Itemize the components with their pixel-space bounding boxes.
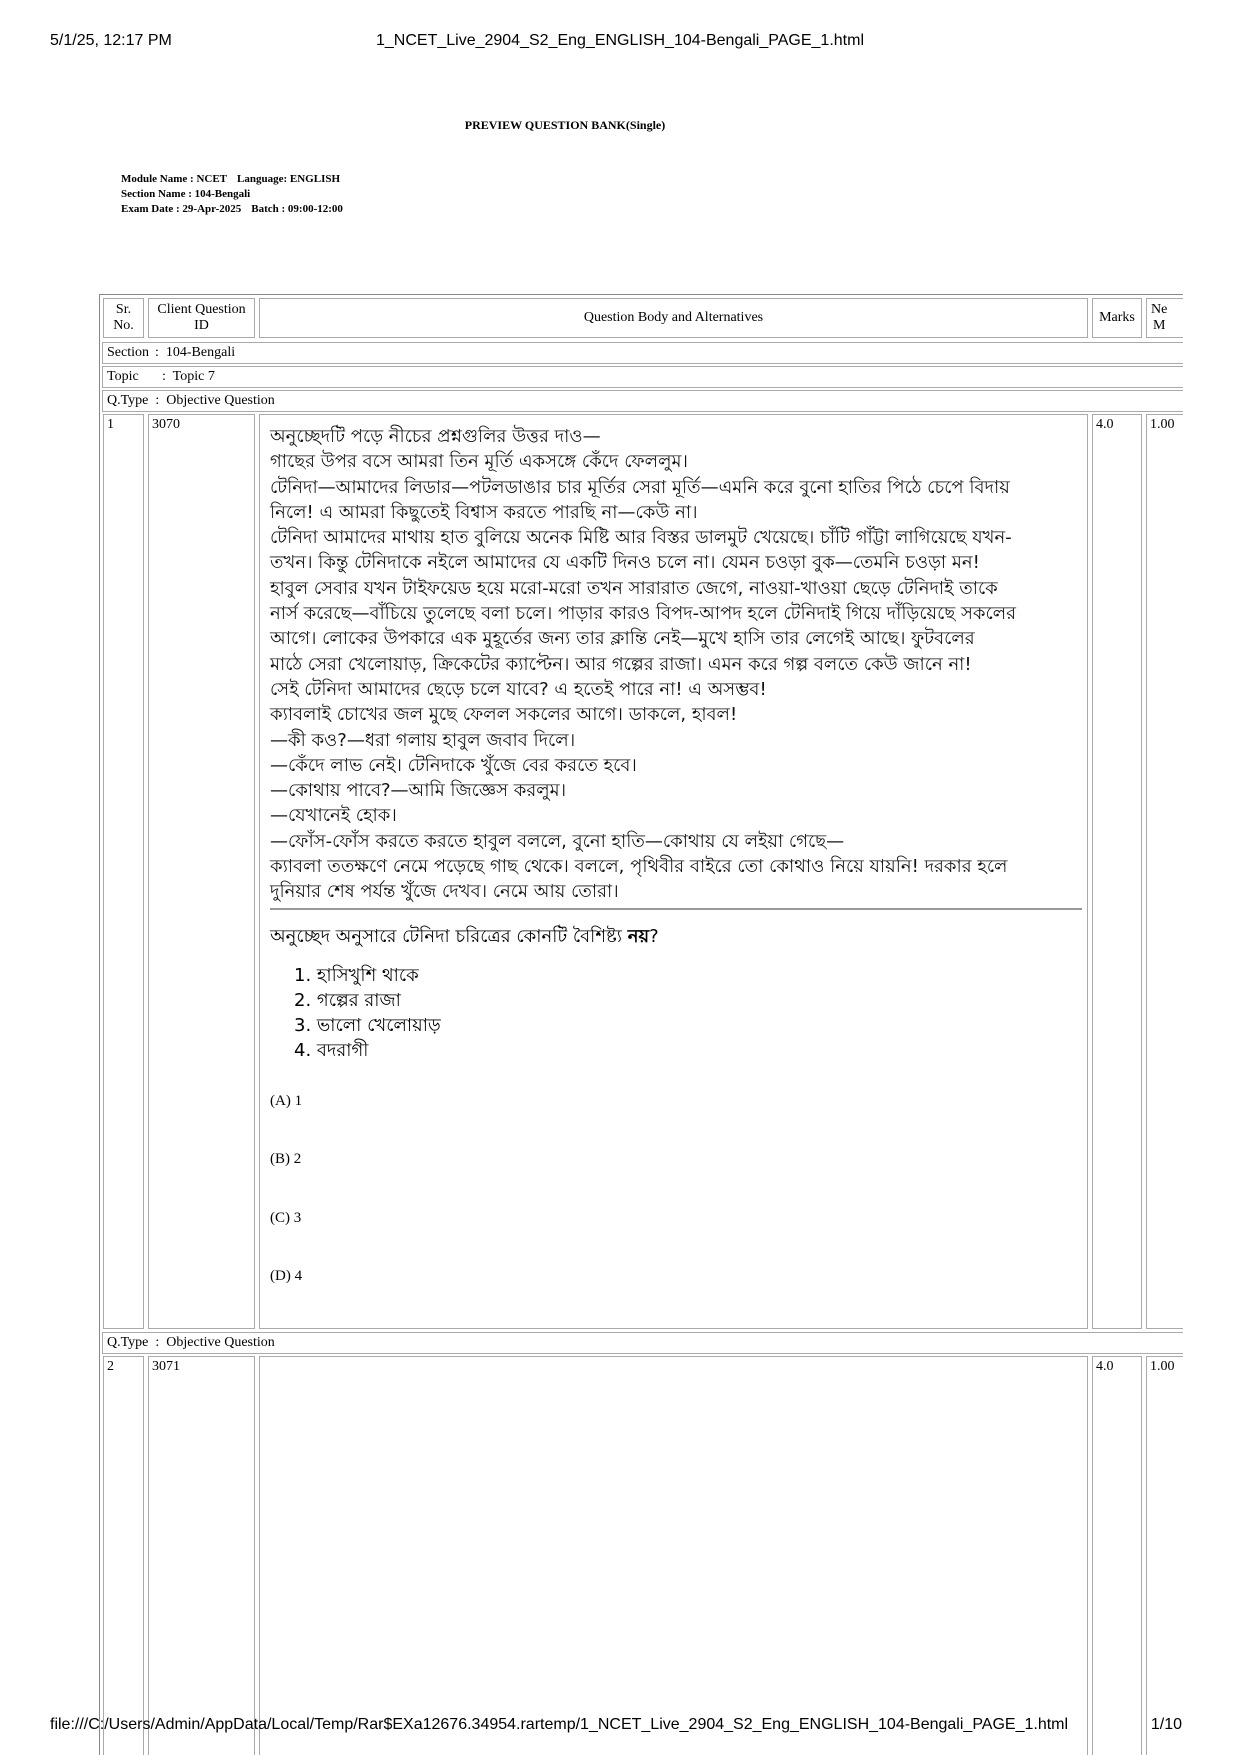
- q1-option-b: (B) 2: [270, 1151, 302, 1167]
- print-datetime: 5/1/25, 12:17 PM: [50, 32, 172, 49]
- batch: Batch : 09:00-12:00: [251, 203, 343, 215]
- q2-sr-no: 2: [103, 1356, 144, 1755]
- passage-line: —যেখানেই হোক।: [270, 805, 397, 827]
- q1-client-id: 3070: [148, 414, 255, 1329]
- passage-line: গাছের উপর বসে আমরা তিন মূর্তি একসঙ্গে কেঁদে ফেললুম।: [270, 451, 688, 473]
- q1-passage: [270, 424, 1090, 905]
- statement-item: 4. বদরাগী: [294, 1040, 369, 1061]
- header-client-question-id: Client Question ID: [148, 298, 255, 338]
- passage-line: অনুচ্ছেদটি পড়ে নীচের প্রশ্নগুলির উত্তর দাও—: [270, 426, 601, 447]
- passage-line: ক্যাবলা ততক্ষণে নেমে পড়েছে গাছ থেকে। বললে, পৃথিবীর বাইরে তো কোথাও নিয়ে যায়নি! দরকার হলে: [270, 856, 1008, 878]
- q1-option-d: (D) 4: [270, 1268, 303, 1284]
- q1-option-c: (C) 3: [270, 1210, 302, 1226]
- passage-line: —ফোঁস-ফোঁস করতে করতে হাবুল বললে, বুনো হাতি—কোথায় যে লইয়া গেছে—: [270, 830, 845, 852]
- header-negative-marks: Ne M: [1146, 298, 1183, 338]
- passage-line: মাঠে সেরা খেলোয়াড়, ক্রিকেটের ক্যাপ্টেন। আর গল্পের রাজা। এমন করে গল্প বলতে কেউ জানে না!: [270, 653, 972, 675]
- passage-line: আগে। লোকের উপকারে এক মুহূর্তের জন্য তার ক্লান্তি নেই—মুখে হাসি তার লেগেই আছে। ফুটবলের: [270, 628, 975, 650]
- q1-option-a: (A) 1: [270, 1093, 303, 1109]
- page-title: PREVIEW QUESTION BANK(Single): [464, 118, 666, 132]
- statement-item: 1. হাসিখুশি থাকে: [294, 965, 419, 986]
- passage-line: —কী কও?—ধরা গলায় হাবুল জবাব দিলে।: [270, 729, 576, 751]
- statement-item: 2. গল্পের রাজা: [294, 990, 401, 1011]
- passage-line: নার্স করেছে—বাঁচিয়ে তুলেছে বলা চলে। পাড়ার কারও বিপদ-আপদ হলে টেনিদাই গিয়ে দাঁড়িয়েছে সকলের: [270, 603, 1017, 625]
- print-file-title: 1_NCET_Live_2904_S2_Eng_ENGLISH_104-Bengali_PAGE_1.html: [375, 32, 864, 49]
- passage-line: —কোথায় পাবে?—আমি জিজ্ঞেস করলুম।: [270, 780, 567, 802]
- print-file-path: file:///C:/Users/Admin/AppData/Local/Temp/Rar$EXa12676.34954.rartemp/1_NCET_Live_2904_S2_Eng_ENGLISH_104-Bengali_PAGE_1.html: [50, 1716, 1069, 1733]
- q1-question-text: অনুচ্ছেদ অনুসারে টেনিদা চরিত্রের কোনটি বৈশিষ্ট্য নয়?: [270, 926, 659, 947]
- header-sr-no: Sr. No.: [103, 298, 144, 338]
- section-name: Section Name : 104-Bengali: [121, 188, 251, 200]
- qtype-row: Q.Type : Objective Question: [102, 390, 1183, 412]
- passage-line: টেনিদা আমাদের মাথায় হাত বুলিয়ে অনেক মিষ্টি আর বিস্তর ডালমুট খেয়েছে। চাঁটি গাঁট্টা লাগিয়েছে যখন-: [270, 527, 1012, 549]
- print-page-number: 1/10: [1150, 1716, 1182, 1733]
- header-marks: Marks: [1092, 298, 1142, 338]
- q1-negative-marks: 1.00: [1146, 414, 1183, 1329]
- q1-statements: [294, 963, 441, 1063]
- topic-row: Topic : Topic 7: [102, 366, 1183, 388]
- passage-line: টেনিদা—আমাদের লিডার—পটলডাঙার চার মূর্তির সেরা মূর্তি—এমনি করে বুনো হাতির পিঠে চেপে বিদায়: [270, 476, 1010, 498]
- passage-line: তখন। কিন্তু টেনিদাকে নইলে আমাদের যে একটি দিনও চলে না। যেমন চওড়া বুক—তেমনি চওড়া মন!: [270, 552, 980, 574]
- q2-marks: 4.0: [1092, 1356, 1142, 1755]
- passage-line: সেই টেনিদা আমাদের ছেড়ে চলে যাবে? এ হতেই পারে না! এ অসম্ভব!: [270, 678, 767, 700]
- q2-body-cell: [259, 1356, 1088, 1755]
- q2-client-id: 3071: [148, 1356, 255, 1755]
- passage-line: ক্যাবলাই চোখের জল মুছে ফেলল সকলের আগে। ডাকলে, হাবল!: [270, 704, 738, 726]
- q1-marks: 4.0: [1092, 414, 1142, 1329]
- passage-line: —কেঁদে লাভ নেই। টেনিদাকে খুঁজে বের করতে হবে।: [270, 754, 637, 776]
- q1-sr-no: 1: [103, 414, 144, 1329]
- passage-separator: [270, 908, 1082, 910]
- language: Language: ENGLISH: [237, 173, 341, 185]
- passage-line: নিলে! এ আমরা কিছুতেই বিশ্বাস করতে পারছি না—কেউ না।: [270, 501, 698, 523]
- q2-negative-marks: 1.00: [1146, 1356, 1183, 1755]
- section-row: Section : 104-Bengali: [102, 342, 1183, 364]
- exam-date: Exam Date : 29-Apr-2025: [121, 203, 242, 215]
- passage-line: হাবুল সেবার যখন টাইফয়েড হয়ে মরো-মরো তখন সারারাত জেগে, নাওয়া-খাওয়া ছেড়ে টেনিদাই তাকে: [270, 577, 998, 599]
- statement-item: 3. ভালো খেলোয়াড়: [294, 1015, 441, 1036]
- exam-meta: [121, 172, 343, 217]
- header-question-body: Question Body and Alternatives: [259, 298, 1088, 338]
- module-name: Module Name : NCET: [121, 173, 228, 185]
- passage-line: দুনিয়ার শেষ পর্যন্ত খুঁজে দেখব। নেমে আয় তোরা।: [270, 881, 619, 903]
- qtype-row-2: Q.Type : Objective Question: [102, 1332, 1183, 1354]
